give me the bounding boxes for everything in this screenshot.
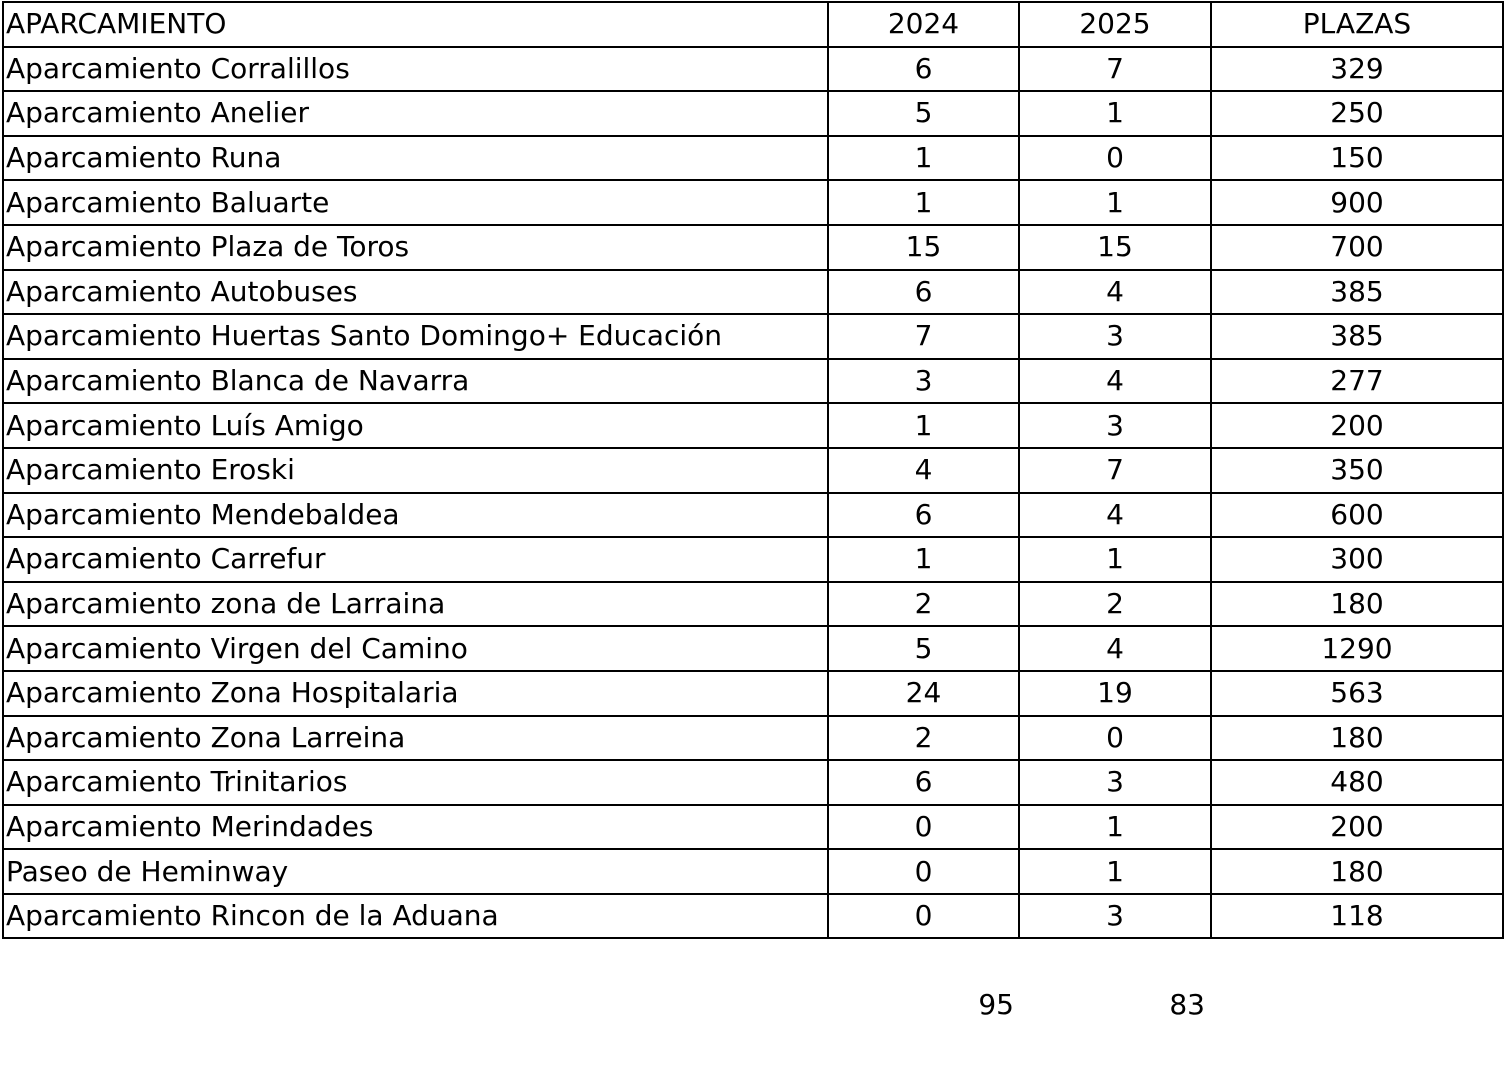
cell-2025: 19 <box>1019 671 1211 716</box>
cell-plazas: 700 <box>1211 225 1503 270</box>
cell-name: Aparcamiento Zona Larreina <box>3 716 828 761</box>
cell-2025: 2 <box>1019 582 1211 627</box>
cell-plazas: 385 <box>1211 314 1503 359</box>
cell-name: Aparcamiento Mendebaldea <box>3 493 828 538</box>
table-row <box>3 47 1503 92</box>
table-row <box>3 760 1503 805</box>
cell-plazas: 600 <box>1211 493 1503 538</box>
cell-2025: 15 <box>1019 225 1211 270</box>
cell-2024: 6 <box>828 47 1019 92</box>
cell-name: Aparcamiento Carrefur <box>3 537 828 582</box>
cell-plazas: 200 <box>1211 805 1503 850</box>
cell-name: Aparcamiento Trinitarios <box>3 760 828 805</box>
cell-2024: 6 <box>828 493 1019 538</box>
cell-name: Aparcamiento Plaza de Toros <box>3 225 828 270</box>
table-row <box>3 91 1503 136</box>
parking-table-body <box>3 2 1503 938</box>
cell-2025: 7 <box>1019 448 1211 493</box>
cell-name: Aparcamiento Huertas Santo Domingo+ Educación <box>3 314 828 359</box>
total-2025: 83 <box>1169 988 1205 1021</box>
cell-2025: 1 <box>1019 805 1211 850</box>
table-row <box>3 716 1503 761</box>
cell-2024: 2 <box>828 716 1019 761</box>
table-row <box>3 493 1503 538</box>
table-row <box>3 626 1503 671</box>
cell-2025: 0 <box>1019 136 1211 181</box>
cell-plazas: 150 <box>1211 136 1503 181</box>
cell-plazas: 350 <box>1211 448 1503 493</box>
cell-2024: 2 <box>828 582 1019 627</box>
header-aparcamiento: APARCAMIENTO <box>3 2 828 47</box>
cell-plazas: 200 <box>1211 403 1503 448</box>
cell-2024: 3 <box>828 359 1019 404</box>
cell-2025: 3 <box>1019 314 1211 359</box>
cell-name: Aparcamiento Baluarte <box>3 180 828 225</box>
table-row <box>3 403 1503 448</box>
cell-name: Aparcamiento Rincon de la Aduana <box>3 894 828 939</box>
cell-2025: 4 <box>1019 493 1211 538</box>
cell-name: Aparcamiento Corralillos <box>3 47 828 92</box>
cell-name: Aparcamiento Blanca de Navarra <box>3 359 828 404</box>
table-row <box>3 180 1503 225</box>
table-row <box>3 537 1503 582</box>
cell-plazas: 480 <box>1211 760 1503 805</box>
cell-2025: 1 <box>1019 180 1211 225</box>
cell-name: Aparcamiento Autobuses <box>3 270 828 315</box>
cell-2024: 5 <box>828 91 1019 136</box>
cell-2024: 0 <box>828 849 1019 894</box>
cell-name: Paseo de Heminway <box>3 849 828 894</box>
cell-2025: 3 <box>1019 894 1211 939</box>
cell-2024: 4 <box>828 448 1019 493</box>
cell-name: Aparcamiento Runa <box>3 136 828 181</box>
cell-name: Aparcamiento Merindades <box>3 805 828 850</box>
cell-plazas: 900 <box>1211 180 1503 225</box>
header-plazas: PLAZAS <box>1211 2 1503 47</box>
cell-2025: 4 <box>1019 359 1211 404</box>
cell-2025: 1 <box>1019 91 1211 136</box>
cell-plazas: 180 <box>1211 716 1503 761</box>
cell-plazas: 277 <box>1211 359 1503 404</box>
cell-plazas: 180 <box>1211 582 1503 627</box>
cell-plazas: 300 <box>1211 537 1503 582</box>
cell-2024: 1 <box>828 403 1019 448</box>
header-2024: 2024 <box>828 2 1019 47</box>
cell-2025: 7 <box>1019 47 1211 92</box>
parking-table <box>2 1 1504 939</box>
cell-2024: 6 <box>828 760 1019 805</box>
table-row <box>3 448 1503 493</box>
cell-2024: 15 <box>828 225 1019 270</box>
cell-2025: 0 <box>1019 716 1211 761</box>
cell-name: Aparcamiento Eroski <box>3 448 828 493</box>
cell-name: Aparcamiento Zona Hospitalaria <box>3 671 828 716</box>
cell-2024: 1 <box>828 537 1019 582</box>
table-row <box>3 359 1503 404</box>
cell-2024: 0 <box>828 805 1019 850</box>
table-row <box>3 225 1503 270</box>
header-2025: 2025 <box>1019 2 1211 47</box>
cell-name: Aparcamiento Virgen del Camino <box>3 626 828 671</box>
cell-plazas: 1290 <box>1211 626 1503 671</box>
table-row <box>3 894 1503 939</box>
cell-2025: 3 <box>1019 403 1211 448</box>
table-row <box>3 314 1503 359</box>
header-row <box>3 2 1503 47</box>
cell-plazas: 118 <box>1211 894 1503 939</box>
cell-2024: 24 <box>828 671 1019 716</box>
table-row <box>3 671 1503 716</box>
cell-2025: 3 <box>1019 760 1211 805</box>
table-row <box>3 270 1503 315</box>
cell-plazas: 329 <box>1211 47 1503 92</box>
cell-name: Aparcamiento zona de Larraina <box>3 582 828 627</box>
cell-name: Aparcamiento Anelier <box>3 91 828 136</box>
cell-2025: 1 <box>1019 537 1211 582</box>
cell-plazas: 250 <box>1211 91 1503 136</box>
table-row <box>3 849 1503 894</box>
cell-plazas: 563 <box>1211 671 1503 716</box>
cell-2024: 7 <box>828 314 1019 359</box>
cell-2025: 4 <box>1019 270 1211 315</box>
total-2024: 95 <box>978 988 1014 1021</box>
cell-2024: 6 <box>828 270 1019 315</box>
cell-2025: 4 <box>1019 626 1211 671</box>
cell-2024: 1 <box>828 180 1019 225</box>
cell-2024: 5 <box>828 626 1019 671</box>
cell-2024: 1 <box>828 136 1019 181</box>
cell-plazas: 180 <box>1211 849 1503 894</box>
table-row <box>3 805 1503 850</box>
cell-plazas: 385 <box>1211 270 1503 315</box>
cell-2025: 1 <box>1019 849 1211 894</box>
cell-name: Aparcamiento Luís Amigo <box>3 403 828 448</box>
table-row <box>3 582 1503 627</box>
cell-2024: 0 <box>828 894 1019 939</box>
table-row <box>3 136 1503 181</box>
